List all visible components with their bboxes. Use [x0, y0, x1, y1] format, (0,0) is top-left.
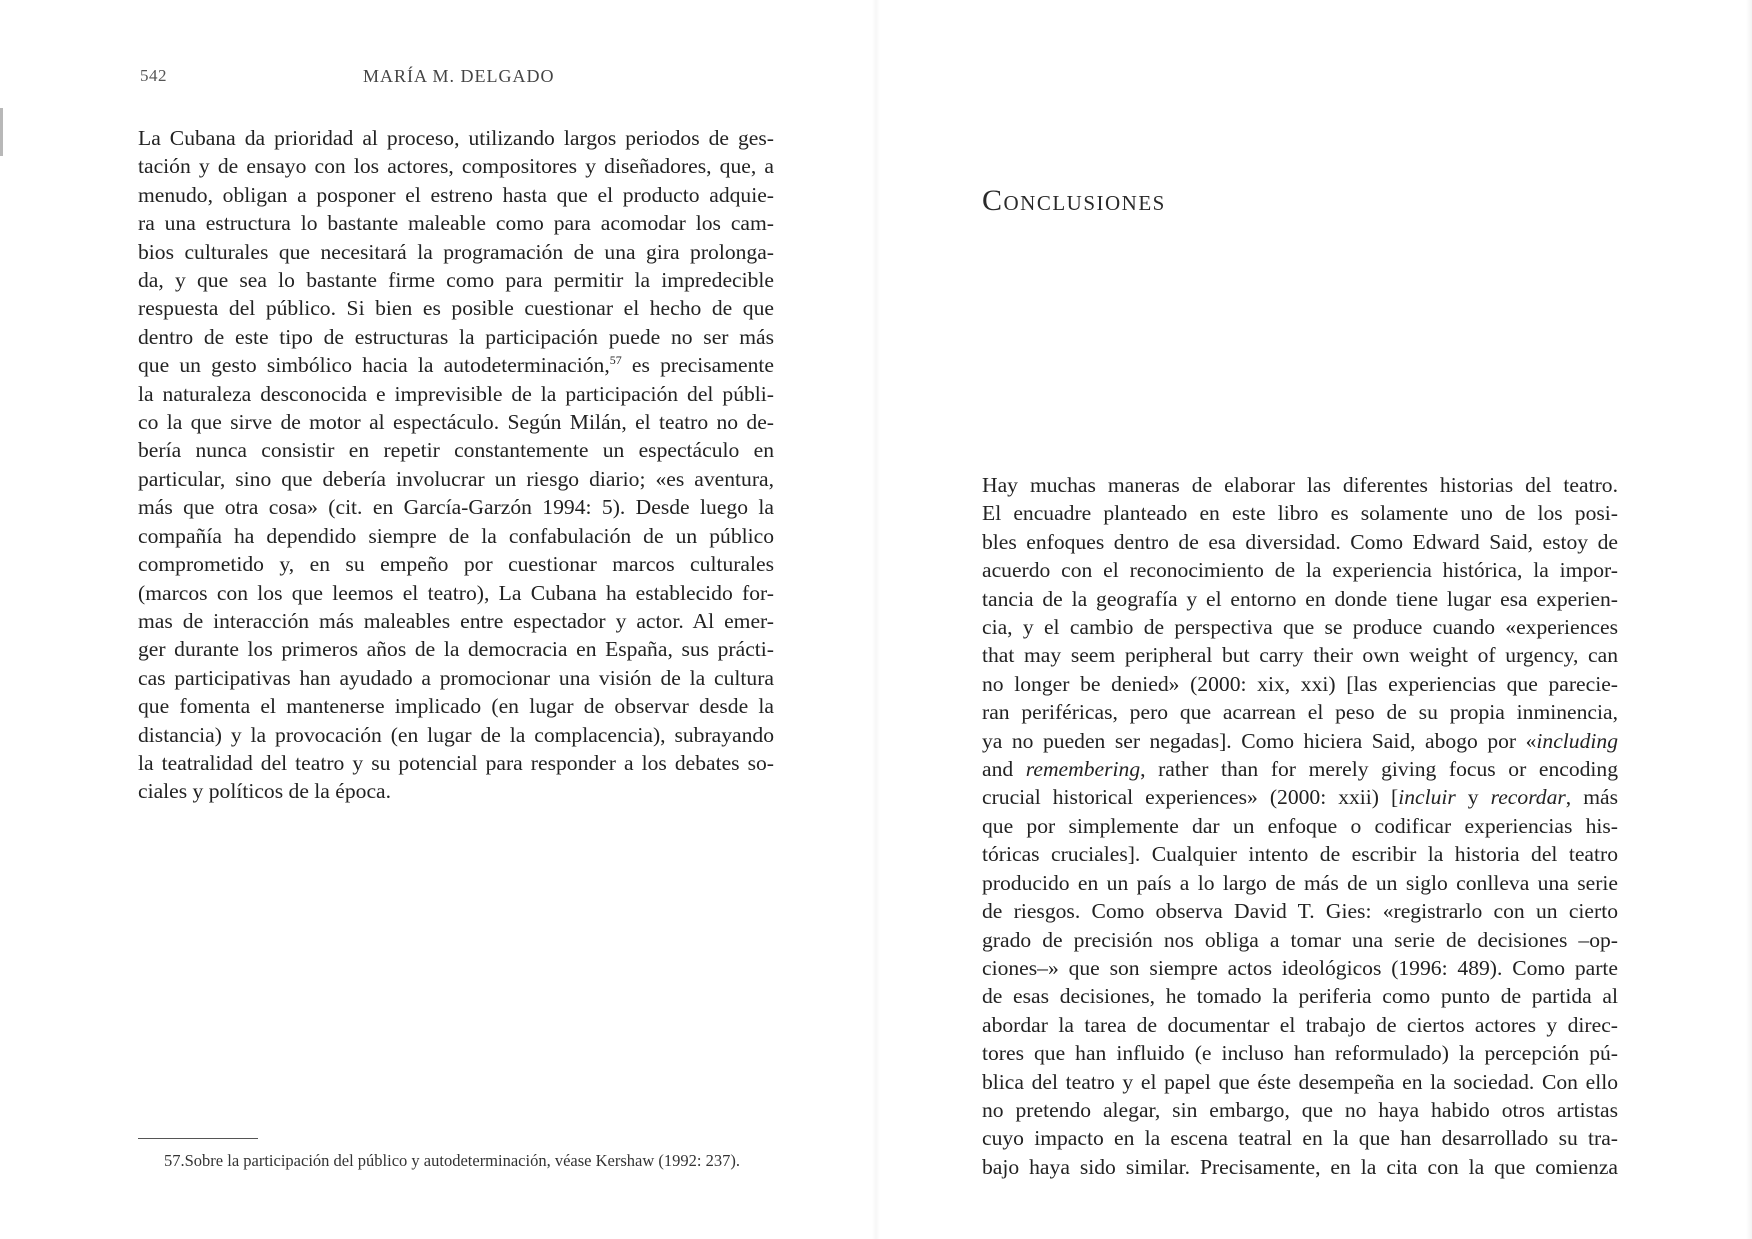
body-line: that may seem peripheral but carry their own weight of urgency, can — [982, 643, 1618, 668]
body-line: de esas decisiones, he tomado la periferia como punto de partida al — [982, 984, 1618, 1009]
body-line: blica del teatro y el papel que éste desempeña en la sociedad. Con ello — [982, 1069, 1618, 1094]
body-line: particular, sino que debería involucrar un riesgo diario; «es aventura, — [138, 466, 774, 491]
body-line-end: , rather than for merely giving focus or encoding — [1140, 757, 1619, 782]
body-line: la naturaleza desconocida e imprevisible de la participación del públi- — [138, 381, 774, 406]
body-line: no pretendo alegar, sin embargo, que no haya habido otros artistas — [982, 1097, 1618, 1122]
running-head: MARÍA M. DELGADO — [363, 66, 555, 86]
body-line: da, y que sea lo bastante firme como para permitir la impredecible — [138, 268, 774, 293]
body-line: bios culturales que necesitará la programación de una gira prolonga- — [138, 239, 774, 264]
body-line-mid: y — [1455, 785, 1491, 810]
page-edge — [1746, 0, 1752, 1239]
body-line-start: crucial historical experiences» (2000: xxii) [ — [982, 785, 1399, 810]
body-line: El encuadre planteado en este libro es solamente uno de los posi- — [982, 501, 1618, 526]
body-line: comprometido y, en su empeño por cuestionar marcos culturales — [138, 552, 774, 577]
body-line: bería nunca consistir en repetir constantemente un espectáculo en — [138, 438, 774, 463]
body-line: no longer be denied» (2000: xix, xxi) [las experiencias que parecie- — [982, 671, 1618, 696]
body-line: bajo haya sido similar. Precisamente, en la cita con la que comienza — [982, 1154, 1618, 1179]
body-line-start: and — [982, 757, 1026, 782]
body-line-end: , más — [1565, 785, 1618, 810]
book-fold — [872, 0, 880, 1239]
page-number: 542 — [140, 66, 167, 85]
body-line: ra una estructura lo bastante maleable como para acomodar los cam- — [138, 211, 774, 236]
body-line: respuesta del público. Si bien es posible cuestionar el hecho de que — [138, 296, 774, 321]
body-line: tancia de la geografía y el entorno en donde tiene lugar esa experien- — [982, 586, 1618, 611]
italic-term: incluir — [1398, 785, 1456, 810]
body-line: acuerdo con el reconocimiento de la experiencia histórica, la impor- — [982, 558, 1618, 583]
body-line: Hay muchas maneras de elaborar las diferentes historias del teatro. — [982, 473, 1618, 497]
body-line: ciales y políticos de la época. — [138, 779, 392, 804]
body-line: bles enfoques dentro de esa diversidad. Como Edward Said, estoy de — [982, 529, 1618, 554]
body-line: dentro de este tipo de estructuras la participación puede no ser más — [138, 324, 774, 349]
body-line-with-italic — [982, 755, 1618, 783]
body-line: distancia) y la provocación (en lugar de la complacencia), subrayando — [138, 722, 774, 747]
body-line: ciones–» que son siempre actos ideológicos (1996: 489). Como parte — [982, 955, 1618, 980]
body-line: cuyo impacto en la escena teatral en la que han desarrollado su tra- — [982, 1126, 1618, 1151]
body-line: La Cubana da prioridad al proceso, utilizando largos periodos de ges- — [138, 126, 774, 150]
body-line: cia, y el cambio de perspectiva que se produce cuando «experiences — [982, 615, 1618, 640]
italic-term: remembering — [1025, 757, 1141, 782]
body-line: más que otra cosa» (cit. en García-Garzón 1994: 5). Desde luego la — [138, 495, 774, 520]
body-line: la teatralidad del teatro y su potencial para responder a los debates so- — [138, 750, 774, 775]
right-body-text — [982, 471, 1618, 1181]
left-body-text — [138, 124, 774, 806]
body-line: menudo, obligan a posponer el estreno hasta que el producto adquie- — [138, 182, 774, 207]
body-line: que fomenta el mantenerse implicado (en lugar de observar desde la — [138, 694, 774, 719]
footnote-divider — [138, 1138, 258, 1139]
body-line: producido en un país a lo largo de más de un siglo conlleva una serie — [982, 870, 1618, 895]
footnote — [138, 1150, 774, 1172]
body-line: (marcos con los que leemos el teatro), La Cubana ha establecido for- — [138, 580, 774, 605]
body-line-start: ya no pueden ser negadas]. Como hiciera Said, abogo por « — [982, 728, 1537, 753]
body-line: grado de precisión nos obliga a tomar una serie de decisiones –op- — [982, 927, 1618, 952]
chapter-title: Conclusiones — [982, 184, 1166, 217]
body-line: que por simplemente dar un enfoque o codificar experiencias his- — [982, 813, 1618, 838]
body-line: mas de interacción más maleables entre espectador y actor. Al emer- — [138, 608, 774, 633]
footnote-text: Sobre la participación del público y autodeterminación, véase Kershaw (1992: 237). — [184, 1151, 740, 1170]
italic-term: recordar — [1490, 785, 1566, 810]
body-line-start: que un gesto simbólico hacia la autodeterminación, — [138, 353, 610, 378]
body-line-end: es precisamente — [621, 353, 774, 378]
body-line-with-italic — [982, 727, 1618, 755]
footnote-reference: 57 — [609, 353, 622, 368]
body-line: tóricas cruciales]. Cualquier intento de escribir la historia del teatro — [982, 842, 1618, 867]
scan-edge-mark — [0, 108, 3, 156]
body-line-with-italic — [982, 783, 1618, 811]
body-line: ger durante los primeros años de la democracia en España, sus prácti- — [138, 637, 774, 662]
body-line: ran periféricas, pero que acarrean el peso de su propia inminencia, — [982, 700, 1618, 725]
italic-term: including — [1536, 728, 1618, 753]
body-line: abordar la tarea de documentar el trabajo de ciertos actores y direc- — [982, 1012, 1618, 1037]
body-line: tores que han influido (e incluso han reformulado) la percepción pú- — [982, 1041, 1618, 1066]
footnote-number: 57. — [164, 1151, 185, 1170]
body-line: de riesgos. Como observa David T. Gies: «registrarlo con un cierto — [982, 899, 1618, 924]
body-line: cas participativas han ayudado a promocionar una visión de la cultura — [138, 665, 774, 690]
body-line: tación y de ensayo con los actores, compositores y diseñadores, que, a — [138, 154, 774, 179]
body-line: compañía ha dependido siempre de la confabulación de un público — [138, 523, 774, 548]
body-line-with-footnote — [138, 351, 774, 379]
body-line: co la que sirve de motor al espectáculo. Según Milán, el teatro no de- — [138, 410, 774, 435]
